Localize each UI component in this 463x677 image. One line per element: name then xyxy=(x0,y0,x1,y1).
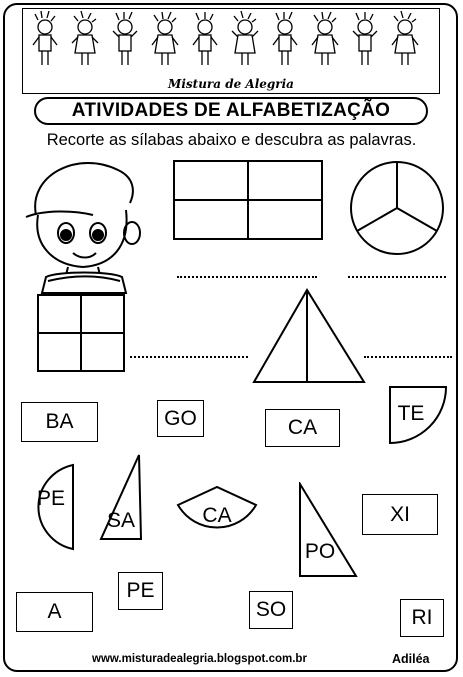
boy-illustration xyxy=(18,155,153,295)
syllable-piece[interactable] xyxy=(176,485,258,531)
syllable-piece[interactable]: A xyxy=(16,592,93,632)
syllable-piece[interactable]: PE xyxy=(118,572,163,610)
syllable-label: TE xyxy=(397,402,425,425)
syllable-piece[interactable] xyxy=(298,482,358,578)
puzzle-rectangle-4 xyxy=(173,160,323,240)
answer-line xyxy=(177,276,317,278)
answer-line xyxy=(348,276,446,278)
syllable-piece[interactable]: BA xyxy=(21,402,98,442)
instruction-text: Recorte as sílabas abaixo e descubra as palavras. xyxy=(46,131,417,149)
syllable-piece[interactable] xyxy=(27,463,77,551)
header-banner xyxy=(22,8,440,94)
syllable-piece[interactable] xyxy=(99,453,143,541)
puzzle-square-4 xyxy=(37,294,125,372)
syllable-label: SA xyxy=(106,509,135,532)
syllable-piece[interactable]: GO xyxy=(157,400,204,437)
syllable-piece[interactable]: XI xyxy=(362,494,438,535)
puzzle-circle-3 xyxy=(349,160,445,256)
syllable-piece[interactable] xyxy=(388,385,448,445)
footer-url[interactable]: www.misturadealegria.blogspot.com.br xyxy=(92,653,307,665)
syllable-piece[interactable]: CA xyxy=(265,409,340,447)
syllable-piece[interactable]: SO xyxy=(249,591,293,629)
syllable-label: PE xyxy=(36,487,65,510)
footer-author: Adiléa xyxy=(392,652,430,666)
syllable-label: CA xyxy=(202,504,232,527)
syllable-label: PO xyxy=(304,540,336,563)
answer-line xyxy=(364,356,452,358)
kids-illustration xyxy=(23,9,438,75)
brand-name: Mistura de Alegria xyxy=(168,77,294,91)
page-title: ATIVIDADES DE ALFABETIZAÇÃO xyxy=(34,97,428,125)
answer-line xyxy=(130,356,248,358)
syllable-piece[interactable]: RI xyxy=(400,599,444,637)
puzzle-triangle-2 xyxy=(252,288,366,384)
